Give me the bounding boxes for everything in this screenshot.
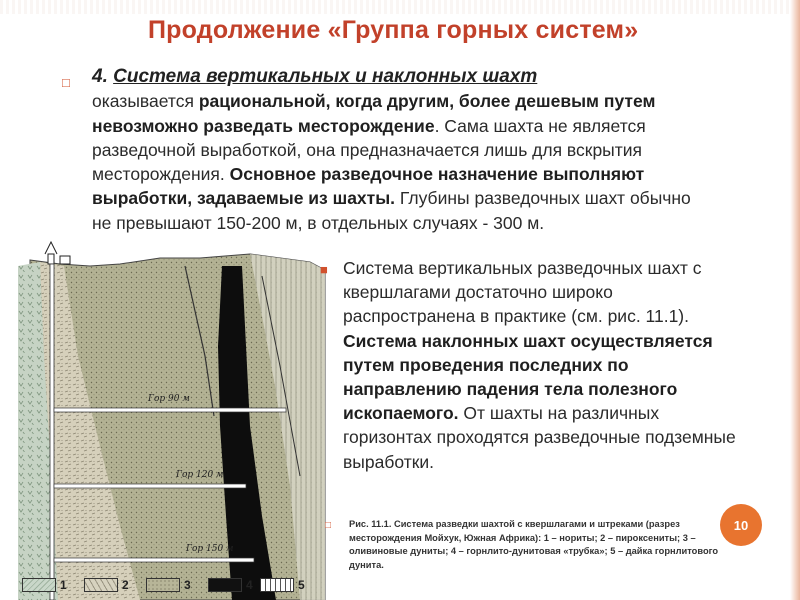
legend-number: 5 (298, 578, 305, 592)
bullet-icon: ■ (320, 262, 328, 277)
mine-section-diagram (0, 236, 330, 600)
legend-number: 4 (246, 578, 253, 592)
paragraph-heading: 4. Система вертикальных и наклонных шахт (92, 66, 538, 87)
crosscut-level-1 (54, 408, 286, 412)
pyroxenite-swatch (84, 578, 118, 592)
dunite-swatch (146, 578, 180, 592)
legend-item (260, 578, 305, 592)
vertical-shaft (50, 264, 54, 600)
crosscut-level-3 (54, 558, 254, 562)
bullet-icon: □ (325, 520, 332, 531)
legend-number: 2 (122, 578, 129, 592)
headframe-icon (48, 254, 54, 264)
legend-number: 1 (60, 578, 67, 592)
bullet-icon: □ (62, 75, 70, 90)
level-label: Гор 90 м (148, 394, 190, 404)
page-number-badge: 10 (720, 504, 762, 546)
legend-number: 3 (184, 578, 191, 592)
level-label: Гор 150 м (186, 544, 234, 554)
pipe-swatch (208, 578, 242, 592)
paragraph-shaft-types: Система вертикальных разведочных шахт с квершлагами достаточно широко распространена в практике (см. рис. 11.1). Система наклонных шахт осуществляется путем проведения последних по направлению падения тела полезного ископаемого. От шахты на различных горизонтах проходятся разведочные подземные выработки. (343, 258, 736, 472)
figure-caption: Рис. 11.1. Система разведки шахтой с квершлагами и штреками (разрез месторождения Мойхук, Южная Африка): 1 – нориты; 2 – пироксениты; 3 – оливиновые дуниты; 4 – горнлито-дунитовая «трубка»; 5 – дайка горнлитового дунита. (349, 519, 719, 570)
paragraph-shaft-system: 4. Система вертикальных и наклонных шахт оказывается рациональной, когда другим, более дешевым путем невозможно разведать месторождение. Сама шахта не является разведочной выработкой, она предназначается лишь для вскрытия месторождения. Основное разведочное назначение выполняют выработки, задаваемые из шахты. Глубины разведочных шахт обычно не превышают 150-200 м, в отдельных случаях - 300 м. (92, 66, 691, 233)
legend-item (208, 578, 253, 592)
slide-title: Продолжение «Группа горных систем» (148, 16, 639, 44)
dyke-swatch (260, 578, 294, 592)
norite-swatch (22, 578, 56, 592)
slide-edge-decoration (790, 0, 800, 600)
crosscut-level-2 (54, 484, 246, 488)
legend-item (22, 578, 67, 592)
top-decoration (0, 0, 800, 14)
legend-item (146, 578, 191, 592)
legend-item (84, 578, 129, 592)
level-label: Гор 120 м (176, 470, 224, 480)
